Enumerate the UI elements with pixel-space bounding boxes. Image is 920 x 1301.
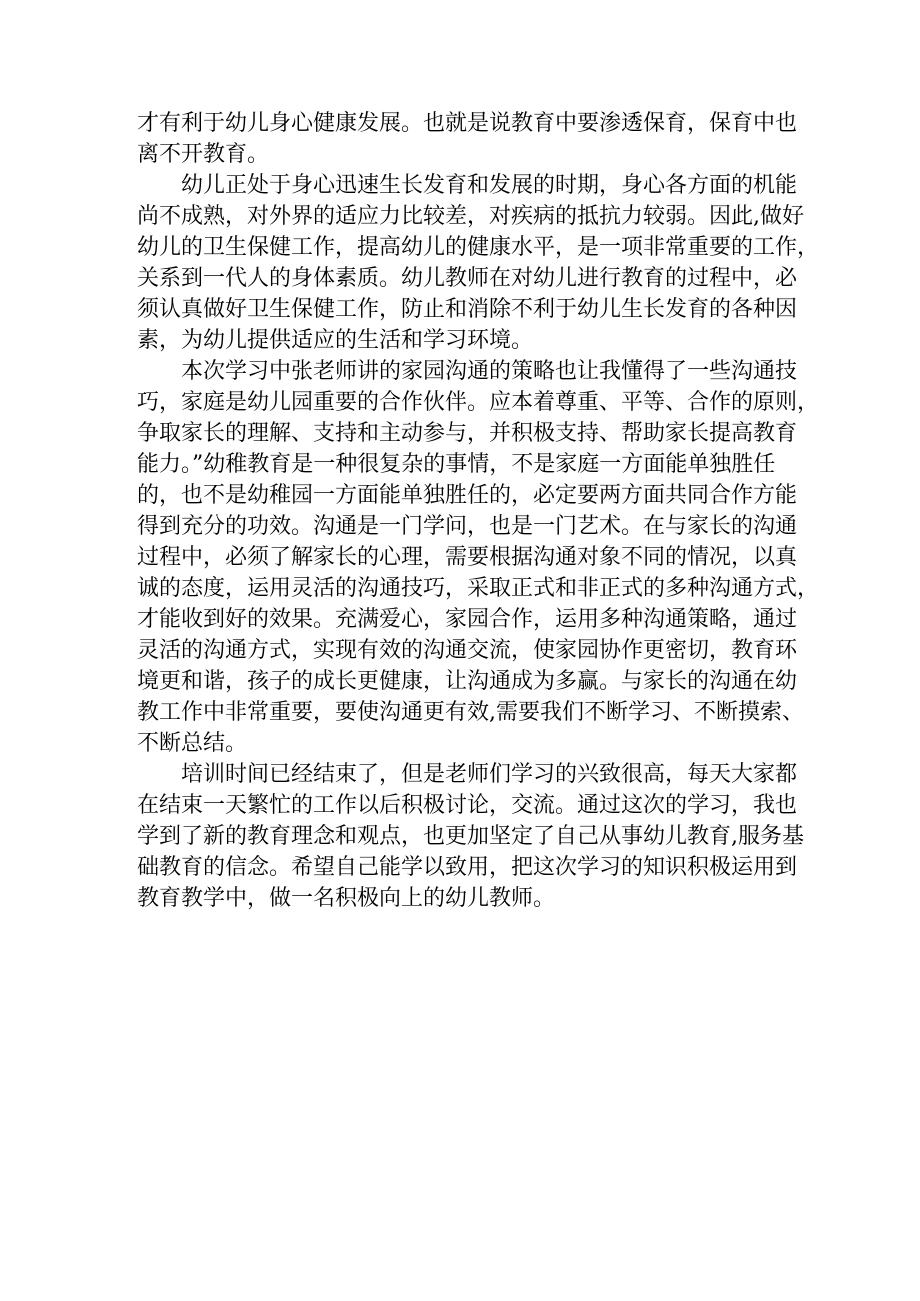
text-line: 能力。”幼稚教育是一种很复杂的事情，不是家庭一方面能单独胜任	[137, 452, 776, 477]
text-line: 础教育的信念。希望自己能学以致用，把这次学习的知识积极运用到	[137, 855, 798, 880]
text-line: 素，为幼儿提供适应的生活和学习环境。	[137, 328, 534, 353]
text-line: 过程中，必须了解家长的心理，需要根据沟通对象不同的情况，以真	[137, 545, 798, 570]
text-line: 灵活的沟通方式，实现有效的沟通交流，使家园协作更密切，教育环	[137, 638, 798, 663]
text-line: 不断总结。	[137, 731, 248, 756]
text-line: 巧，家庭是幼儿园重要的合作伙伴。应本着尊重、平等、合作的原则，	[137, 390, 820, 415]
paragraph-1	[137, 108, 797, 170]
text-line: 才能收到好的效果。充满爱心，家园合作，运用多种沟通策略，通过	[137, 607, 798, 632]
text-line: 境更和谐，孩子的成长更健康，让沟通成为多赢。与家长的沟通在幼	[137, 669, 798, 694]
document-body	[137, 108, 820, 914]
text-line: 尚不成熟，对外界的适应力比较差，对疾病的抵抗力较弱。因此,做好	[137, 204, 804, 229]
text-line: 离不开教育。	[137, 142, 270, 167]
text-line: 培训时间已经结束了，但是老师们学习的兴致很高，每天大家都	[181, 762, 798, 787]
text-line: 争取家长的理解、支持和主动参与，并积极支持、帮助家长提高教育	[137, 421, 798, 446]
paragraph-3	[137, 356, 820, 759]
text-line: 幼儿正处于身心迅速生长发育和发展的时期，身心各方面的机能	[181, 173, 798, 198]
text-line: 须认真做好卫生保健工作，防止和消除不利于幼儿生长发育的各种因	[137, 297, 798, 322]
text-line: 教育教学中，做一名积极向上的幼儿教师。	[137, 886, 556, 911]
paragraph-2	[137, 170, 820, 356]
text-line: 诚的态度，运用灵活的沟通技巧，采取正式和非正式的多种沟通方式，	[137, 576, 820, 601]
text-line: 才有利于幼儿身心健康发展。也就是说教育中要渗透保育，保育中也	[137, 111, 798, 136]
text-line: 的，也不是幼稚园一方面能单独胜任的，必定要两方面共同合作方能	[137, 483, 798, 508]
text-line: 关系到一代人的身体素质。幼儿教师在对幼儿进行教育的过程中，必	[137, 266, 798, 291]
text-line: 得到充分的功效。沟通是一门学问，也是一门艺术。在与家长的沟通	[137, 514, 798, 539]
text-line: 在结束一天繁忙的工作以后积极讨论，交流。通过这次的学习，我也	[137, 793, 798, 818]
text-line: 教工作中非常重要，要使沟通更有效,需要我们不断学习、不断摸索、	[137, 700, 804, 725]
paragraph-4	[137, 759, 804, 914]
text-line: 幼儿的卫生保健工作，提高幼儿的健康水平，是一项非常重要的工作，	[137, 235, 820, 260]
text-line: 学到了新的教育理念和观点，也更加坚定了自己从事幼儿教育,服务基	[137, 824, 804, 849]
text-line: 本次学习中张老师讲的家园沟通的策略也让我懂得了一些沟通技	[181, 359, 798, 384]
